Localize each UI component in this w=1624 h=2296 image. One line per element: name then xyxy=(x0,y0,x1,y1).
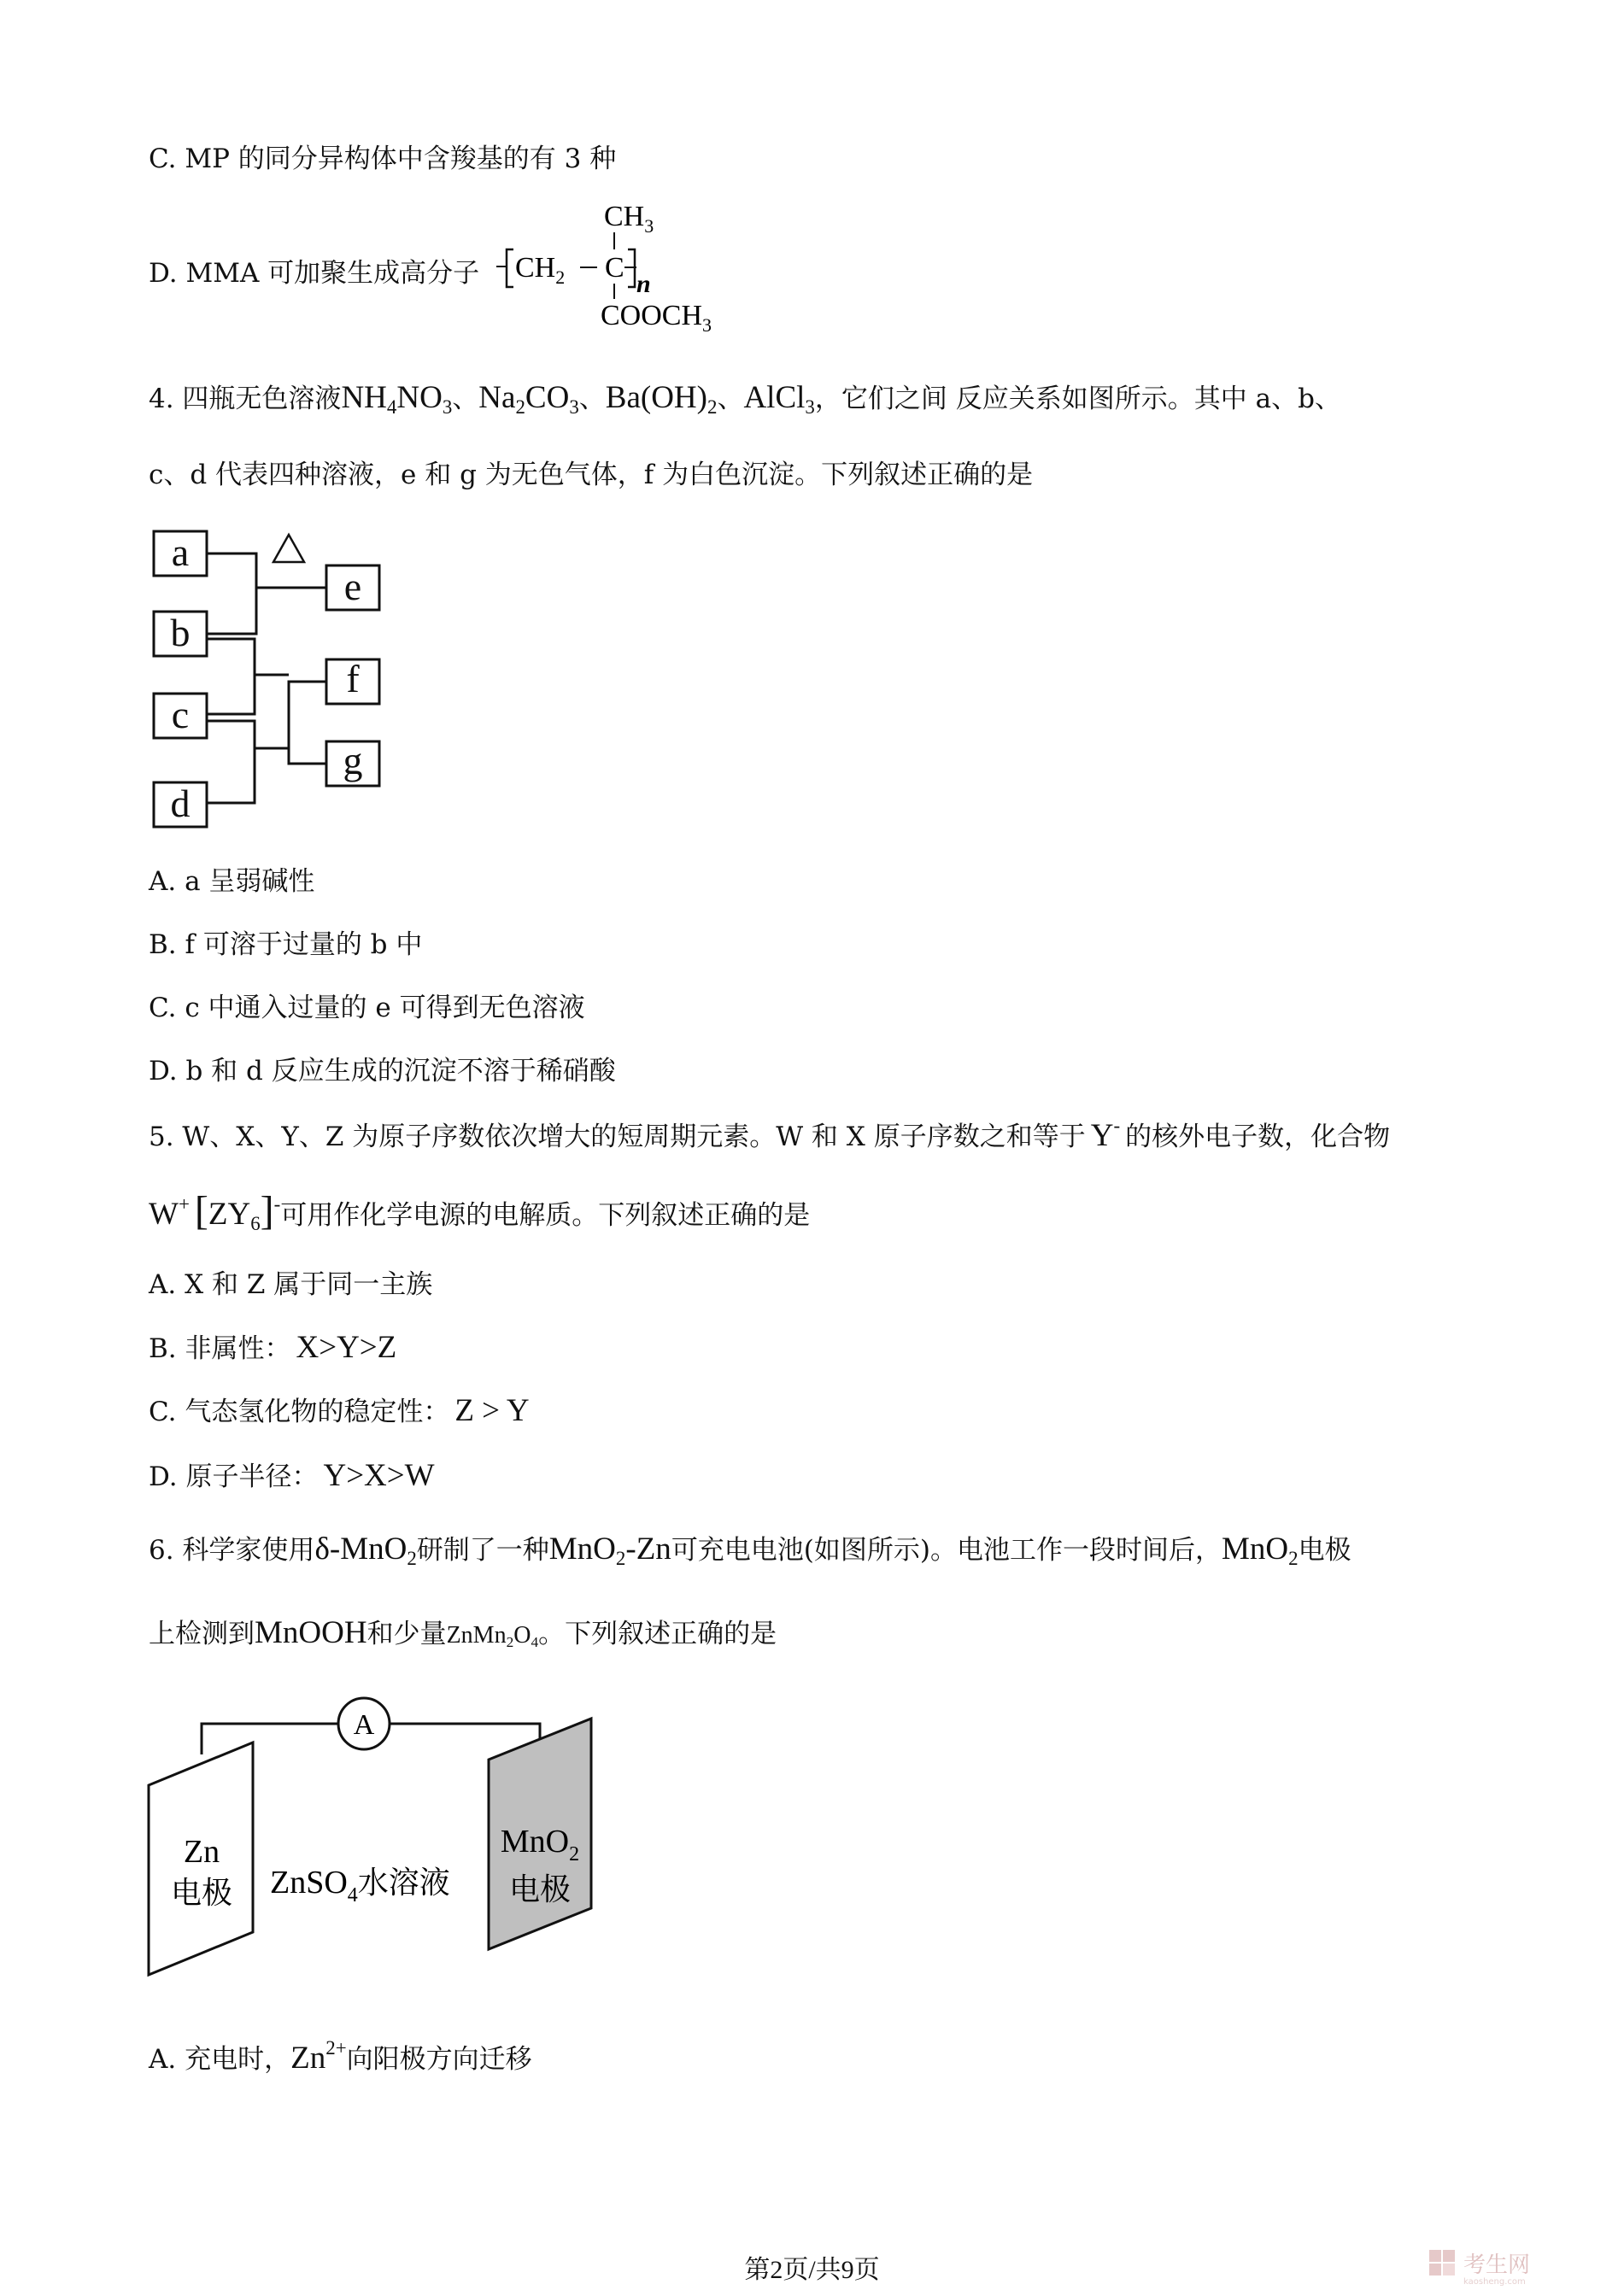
compound-w-zy6: W+ $[ZY_6]^-$ xyxy=(149,1188,281,1234)
polymer-n: n xyxy=(636,270,651,298)
mno2-electrode-label2: 电极 xyxy=(508,1872,572,1907)
q3-option-c: C. MP 的同分异构体中含羧基的有 3 种 xyxy=(149,144,617,174)
label-g: g xyxy=(343,739,363,782)
label-a: a xyxy=(171,530,190,574)
q3-option-d: D. MMA 可加聚生成高分子 xyxy=(149,258,480,289)
watermark-text: 考生网 xyxy=(1463,2252,1531,2278)
heat-triangle-icon xyxy=(273,535,304,562)
polymer-ch2: $CH_2$ xyxy=(515,252,566,288)
q4-option-c: C. c 中通入过量的 e 可得到无色溶液 xyxy=(149,993,585,1023)
solution-label: ZnSO$_4$水溶液 xyxy=(270,1865,450,1906)
watermark-logo xyxy=(1428,2246,1590,2287)
q5-option-c: C. 气态氢化物的稳定性： Z > Y xyxy=(149,1393,530,1428)
polymer-cooch3: $COOCH_3$ xyxy=(601,300,712,336)
label-d: d xyxy=(170,782,191,825)
polymer-structure xyxy=(491,195,748,348)
battery-diagram xyxy=(142,1690,603,2006)
chem-na2co3: $Na_2CO_3$ xyxy=(478,380,579,418)
watermark-subtext: kaosheng.com xyxy=(1463,2277,1526,2287)
q4-stem-line2: c、d 代表四种溶液，e 和 g 为无色气体，f 为白色沉淀。下列叙述正确的是 xyxy=(149,460,1034,490)
chem-mno2-zn: MnO$_2$-Zn xyxy=(548,1532,671,1569)
q4-stem-line1: 4. 四瓶无色溶液$NH_4NO_3$、$Na_2CO_3$、$Ba(OH)_2$、AlCl$_3$，它们之间 反应关系如图所示。其中 a、b、 xyxy=(149,380,1341,418)
chem-delta-mno2: δ-MnO$_2$ xyxy=(314,1532,417,1569)
chem-alcl3: AlCl$_3$ xyxy=(743,380,815,418)
mno2-electrode-label: MnO$_2$ xyxy=(500,1824,580,1866)
chem-znmn2o4: $ZnMn_2O_4$ xyxy=(446,1622,539,1651)
zn-electrode-label2: 电极 xyxy=(170,1876,233,1911)
page-footer: 第2页/共9页 xyxy=(744,2256,880,2284)
reaction-diagram xyxy=(147,528,403,834)
ion-y-minus: Y- xyxy=(1090,1114,1121,1153)
q5-stem-line2: W+ $[ZY_6]^-$可用作化学电源的电解质。下列叙述正确的是 xyxy=(149,1188,811,1234)
polymer-bracket-left xyxy=(507,249,513,287)
label-f: f xyxy=(346,657,360,700)
zn-electrode-label: Zn xyxy=(183,1834,220,1870)
ammeter-label: A xyxy=(353,1709,375,1741)
label-b: b xyxy=(170,611,191,654)
q4-option-b: B. f 可溶于过量的 b 中 xyxy=(149,929,423,960)
polymer-ch3: $CH_3$ xyxy=(604,201,654,237)
label-e: e xyxy=(343,565,362,608)
q4-option-a: A. a 呈弱碱性 xyxy=(149,866,315,897)
chem-mnooh: MnOOH xyxy=(255,1615,367,1650)
ion-zn2plus: $Zn^{2+}$ xyxy=(290,2036,347,2076)
chem-baoh2: $Ba(OH)_2$ xyxy=(605,380,718,418)
label-c: c xyxy=(171,693,190,736)
q5-stem-line1: 5. W、X、Y、Z 为原子序数依次增大的短周期元素。W 和 X 原子序数之和等于 Y- 的核外电子数，化合物 xyxy=(149,1114,1391,1153)
q5-option-b: B. 非属性： X>Y>Z xyxy=(149,1330,397,1365)
chem-mno2: MnO$_2$ xyxy=(1222,1532,1299,1569)
polymer-c: C xyxy=(605,252,624,284)
q6-stem-line1: 6. 科学家使用δ-MnO$_2$研制了一种MnO$_2$-Zn可充电电池(如图所示)。电池工作一段时间后，MnO$_2$电极 xyxy=(149,1532,1351,1569)
q6-stem-line2: 上检测到MnOOH和少量$ZnMn_2O_4$。下列叙述正确的是 xyxy=(149,1615,777,1651)
q4-option-d: D. b 和 d 反应生成的沉淀不溶于稀硝酸 xyxy=(149,1056,616,1086)
q6-option-a: A. 充电时，$Zn^{2+}$向阳极方向迁移 xyxy=(149,2036,532,2076)
q5-option-a: A. X 和 Z 属于同一主族 xyxy=(149,1269,433,1300)
q5-option-d: D. 原子半径： Y>X>W xyxy=(149,1458,435,1493)
chem-nh4no3: $NH_4NO_3$ xyxy=(341,380,453,418)
